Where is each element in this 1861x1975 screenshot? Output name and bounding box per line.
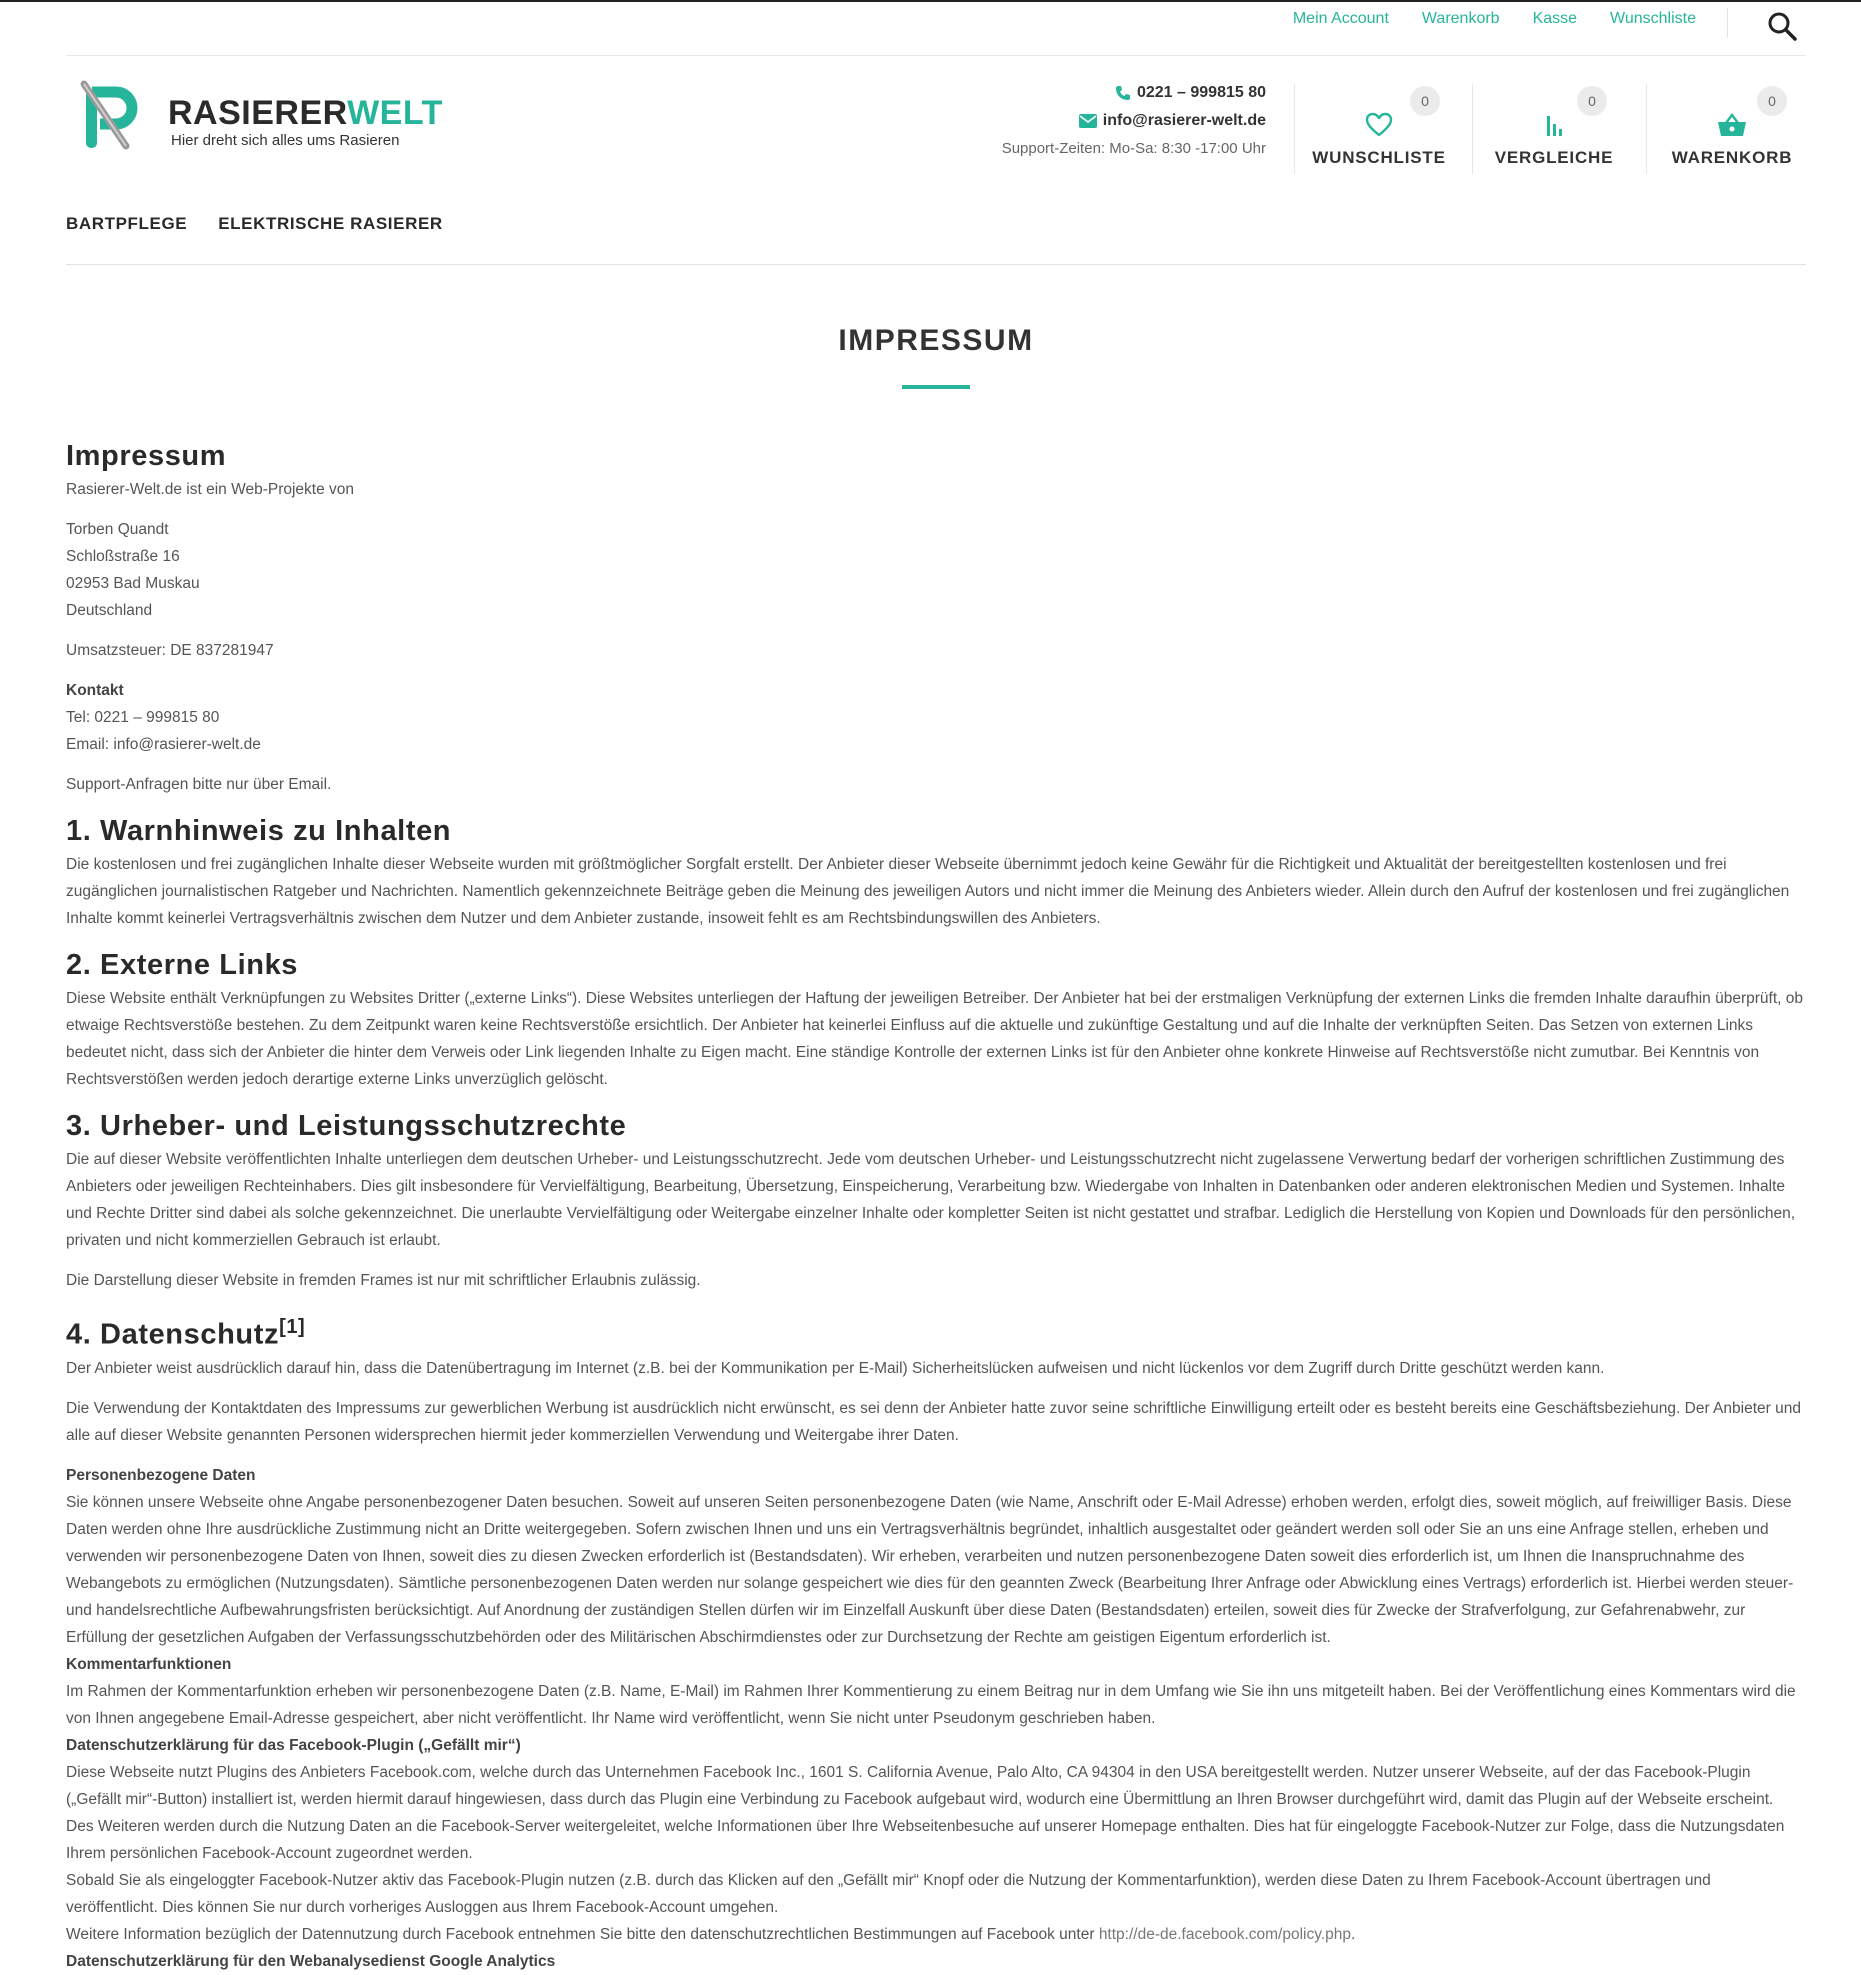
page-container [66,0,1806,1973]
top-links [1293,10,1696,28]
subheading-kommentarfunktionen: Kommentarfunktionen [66,1655,232,1673]
paragraph-facebook-4: Weitere Information bezüglich der Datennutzung durch Facebook entnehmen Sie bitte den datenschutzrechtlichen Bestimmungen auf Facebook unter [66,1925,1099,1943]
paragraph-datenuebertragung: Der Anbieter weist ausdrücklich darauf hin, dass die Datenübertragung im Internet (z.B. bei der Kommunikation per E-Mail) Sicherheitslücken aufweisen und nicht lückenlos vor dem Zugriff durch Dritte geschützt werden kann. [66,1359,1605,1377]
top-link-cart[interactable]: Warenkorb [1421,10,1500,27]
header-cart[interactable] [1662,84,1802,174]
paragraph-kontaktdaten: Die Verwendung der Kontaktdaten des Impressums zur gewerblichen Werbung ist ausdrücklich nicht erwünscht, es sei denn der Anbieter hatte zuvor seine schriftliche Einwilligung erteilt oder es besteht bereits eine Geschäftsbeziehung. Der Anbieter und alle auf dieser Website genannten Personen widersprechen hiermit jeder kommerziellen Verwendung und Weitergabe ihrer Daten. [66,1399,1801,1444]
support-hours: Support-Zeiten: Mo-Sa: 8:30 -17:00 Uhr [1001,140,1266,157]
nav-item-elektrische-rasierer[interactable]: ELEKTRISCHE RASIERER [218,214,443,233]
contact-phone-text: 0221 – 999815 80 [1136,84,1266,101]
address-block [66,516,1806,624]
paragraph-externe-links: Diese Website enthält Verknüpfungen zu Websites Dritter („externe Links“). Diese Websites unterliegen der Haftung der jeweiligen Betreiber. Der Anbieter hat bei der erstmaligen Verknüpfung der externen Links die fremden Inhalte daraufhin überprüft, ob etwaige Rechtsverstöße bestehen. Zu dem Zeitpunkt waren keine Rechtsverstöße ersichtlich. Der Anbieter hat keinerlei Einfluss auf die aktuelle und zukünftige Gestaltung und auf die Inhalte der verknüpften Seiten. Das Setzen von externen Links bedeutet nicht, dass sich der Anbieter die hinter dem Verweis oder Link liegenden Inhalte zu Eigen macht. Eine ständige Kontrolle der externen Links ist für den Anbieter ohne konkrete Hinweise auf Rechtsverstöße nicht zumutbar. Bei Kenntnis von Rechtsverstößen werden jedoch derartige externe Links unverzüglich gelöscht. [66,990,1803,1088]
paragraph-facebook-1: Diese Webseite nutzt Plugins des Anbieters Facebook.com, welche durch das Unternehmen Facebook Inc., 1601 S. California Avenue, Palo Alto, CA 94304 in den USA bereitgestellt werden. Nutzer unserer Webseite, auf der das Facebook-Plugin („Gefällt mir“-Button) installiert ist, werden hiermit darauf hingewiesen, dass durch das Plugin eine Verbindung zu Facebook aufgebaut wird, wodurch eine Übermittlung an Ihren Browser durchgeführt wird, damit das Plugin auf der Webseite erscheint. [66,1763,1774,1808]
heading-datenschutz [66,1307,1806,1355]
address-line: Deutschland [66,602,153,619]
header-divider [1646,84,1647,174]
compare-label: VERGLEICHE [1494,148,1614,167]
heading-impressum: Impressum [66,440,227,472]
basket-icon [1662,112,1802,140]
paragraph-frames: Die Darstellung dieser Website in fremden Frames ist nur mit schriftlicher Erlaubnis zulässig. [66,1272,701,1289]
main-nav [66,214,443,234]
subheading-personenbezogene-daten: Personenbezogene Daten [66,1466,256,1484]
nav-divider [66,264,1806,265]
heading-datenschutz-text: 4. Datenschutz [66,1318,280,1351]
wishlist-label: WUNSCHLISTE [1312,148,1446,167]
contact-email[interactable] [1002,112,1266,130]
privacy-sections [66,1462,1806,1975]
top-link-wishlist[interactable]: Wunschliste [1610,10,1696,27]
subheading-facebook-plugin: Datenschutzerklärung für das Facebook-Plugin („Gefällt mir“) [66,1736,521,1754]
header-contact [1002,84,1266,167]
contact-block [66,677,1806,758]
address-line: Torben Quandt [66,521,169,538]
top-link-checkout[interactable]: Kasse [1532,10,1578,27]
logo-mark-icon [78,80,158,152]
compare-count: 0 [1577,86,1607,116]
header-divider [1294,84,1295,174]
paragraph-kommentarfunktionen: Im Rahmen der Kommentarfunktion erheben wir personenbezogene Daten (z.B. Name, E-Mail) im Rahmen Ihrer Kommentierung zu einem Beitrag nur in dem Umfang wie Sie ihn uns mitgeteilt haben. Bei der Veröffentlichung eines Kommentars wird die von Ihnen angegebene Email-Adresse gespeichert, aber nicht veröffentlicht. Ihr Name wird veröffentlicht, wenn Sie nicht unter Pseudonym geschrieben haben. [66,1682,1796,1727]
contact-email-text: info@rasierer-welt.de [1102,112,1266,129]
paragraph-facebook-3: Sobald Sie als eingeloggter Facebook-Nutzer aktiv das Facebook-Plugin nutzen (z.B. durch das Klicken auf den „Gefällt mir“ Knopf oder die Nutzung der Kommentarfunktion), werden diese Daten zu Ihrem Facebook-Account übertragen und veröffentlicht. Dies können Sie nur durch vorheriges Ausloggen aus Ihrem Facebook-Account umgehen. [66,1871,1711,1916]
top-bar-divider [1727,8,1728,38]
contact-tel: Tel: 0221 – 999815 80 [66,709,220,726]
cart-count: 0 [1757,86,1787,116]
header-wishlist[interactable] [1310,84,1448,174]
paragraph-facebook-2: Des Weiteren werden durch die Nutzung Daten an die Facebook-Server weitergeleitet, welche Informationen über Ihre Webseitenbesuche auf unserer Homepage enthalten. Dies hat für eingeloggte Facebook-Nutzer zur Folge, dass die Nutzungsdaten Ihrem persönlichen Facebook-Account zugeordnet werden. [66,1817,1785,1862]
address-line: Schloßstraße 16 [66,548,180,565]
logo-name-part-1: RASIERER [168,94,348,132]
heading-warnhinweis: 1. Warnhinweis zu Inhalten [66,815,452,847]
header-divider [1472,84,1473,174]
heading-externe-links: 2. Externe Links [66,949,299,981]
search-icon[interactable] [1766,10,1798,42]
subheading-google-analytics: Datenschutzerklärung für den Webanalysedienst Google Analytics [66,1952,556,1970]
contact-mail: Email: info@rasierer-welt.de [66,736,261,753]
compare-icon [1484,112,1624,140]
wishlist-count: 0 [1410,86,1440,116]
paragraph-urheberrecht: Die auf dieser Website veröffentlichten Inhalte unterliegen dem deutschen Urheber- und Leistungsschutzrecht. Jede vom deutschen Urheber- und Leistungsschutzrecht nicht zugelassene Verwertung bedarf der vorherigen schriftlichen Zustimmung des Anbieters oder jeweiligen Rechteinhabers. Dies gilt insbesondere für Vervielfältigung, Bearbeitung, Übersetzung, Einspeicherung, Verarbeitung bzw. Wiedergabe von Inhalten in Datenbanken oder anderen elektronischen Medien und Systemen. Inhalte und Rechte Dritter sind dabei als solche gekennzeichnet. Die unerlaubte Vervielfältigung oder Weitergabe einzelner Inhalte oder kompletter Seiten ist nicht gestattet und strafbar. Lediglich die Herstellung von Kopien und Downloads für den persönlichen, privaten und nicht kommerziellen Gebrauch ist erlaubt. [66,1151,1796,1249]
address-line: 02953 Bad Muskau [66,575,200,592]
contact-heading: Kontakt [66,682,124,699]
contact-phone[interactable] [1002,84,1266,102]
header-compare[interactable] [1484,84,1624,174]
title-underline [902,385,970,389]
top-bar [66,0,1806,56]
vat-id: Umsatzsteuer: DE 837281947 [66,642,274,659]
page-title: IMPRESSUM [838,324,1034,357]
support-note: Support-Anfragen bitte nur über Email. [66,776,332,793]
logo-wordmark [168,94,443,133]
intro-text: Rasierer-Welt.de ist ein Web-Projekte von [66,481,355,498]
logo-tagline: Hier dreht sich alles ums Rasieren [171,132,400,149]
facebook-policy-end: . [1350,1925,1356,1943]
logo-name-part-2: WELT [347,94,443,132]
paragraph-warnhinweis: Die kostenlosen und frei zugänglichen Inhalte dieser Webseite wurden mit größtmöglicher Sorgfalt erstellt. Der Anbieter dieser Webseite übernimmt jedoch keine Gewähr für die Richtigkeit und Aktualität der bereitgestellten kostenlosen und frei zugänglichen journalistischen Ratgeber und Nachrichten. Namentlich gekennzeichnete Beiträge geben die Meinung des jeweiligen Autors und nicht immer die Meinung des Anbieters wieder. Allein durch den Aufruf der kostenlosen und frei zugänglichen Inhalte kommt keinerlei Vertragsverhältnis zwischen dem Nutzer und dem Anbieter zustande, insoweit fehlt es am Rechtsbindungswillen des Anbieters. [66,856,1790,927]
top-link-account[interactable]: Mein Account [1292,10,1389,27]
paragraph-personenbezogene-daten: Sie können unsere Webseite ohne Angabe personenbezogener Daten besuchen. Soweit auf unseren Seiten personenbezogene Daten (wie Name, Anschrift oder E-Mail Adresse) erhoben werden, erfolgt dies, soweit möglich, auf freiwilliger Basis. Diese Daten werden ohne Ihre ausdrückliche Zustimmung nicht an Dritte weitergegeben. Sofern zwischen Ihnen und uns ein Vertragsverhältnis begründet, inhaltlich ausgestaltet oder geändert werden soll oder Sie an uns eine Anfrage stellen, erheben und verwenden wir personenbezogene Daten von Ihnen, soweit dies zu diesen Zwecken erforderlich ist (Bestandsdaten). Wir erheben, verarbeiten und nutzen personenbezogene Daten soweit dies erforderlich ist, um Ihnen die Inanspruchnahme des Webangebots zu ermöglichen (Nutzungsdaten). Sämtliche personenbezogenen Daten werden nur solange gespeichert wie dies für den geannten Zweck (Bearbeitung Ihrer Anfrage oder Abwicklung eines Vertrags) erforderlich ist. Hierbei werden steuer- und handelsrechtliche Aufbewahrungsfristen berücksichtigt. Auf Anordnung der zuständigen Stellen dürfen wir im Einzelfall Auskunft über diese Daten (Bestandsdaten) erteilen, soweit dies für Zwecke der Strafverfolgung, zur Gefahrenabwehr, zur Erfüllung der gesetzlichen Aufgaben der Verfassungsschutzbehörden oder des Militärischen Abschirmdienstes oder zur Durchsetzung der Rechte am geistigen Eigentum erforderlich ist. [66,1493,1794,1646]
main-content [66,436,1806,1975]
heart-icon [1310,112,1448,140]
facebook-policy-link[interactable]: http://de-de.facebook.com/policy.php [1098,1925,1351,1943]
heading-urheberrecht: 3. Urheber- und Leistungsschutzrechte [66,1110,627,1142]
phone-icon [1115,85,1131,101]
footnote-link[interactable]: [1] [279,1316,306,1338]
nav-item-bartpflege[interactable]: BARTPFLEGE [66,214,188,233]
cart-label: WARENKORB [1671,148,1793,167]
mail-icon [1079,114,1097,128]
site-logo[interactable] [78,80,443,155]
